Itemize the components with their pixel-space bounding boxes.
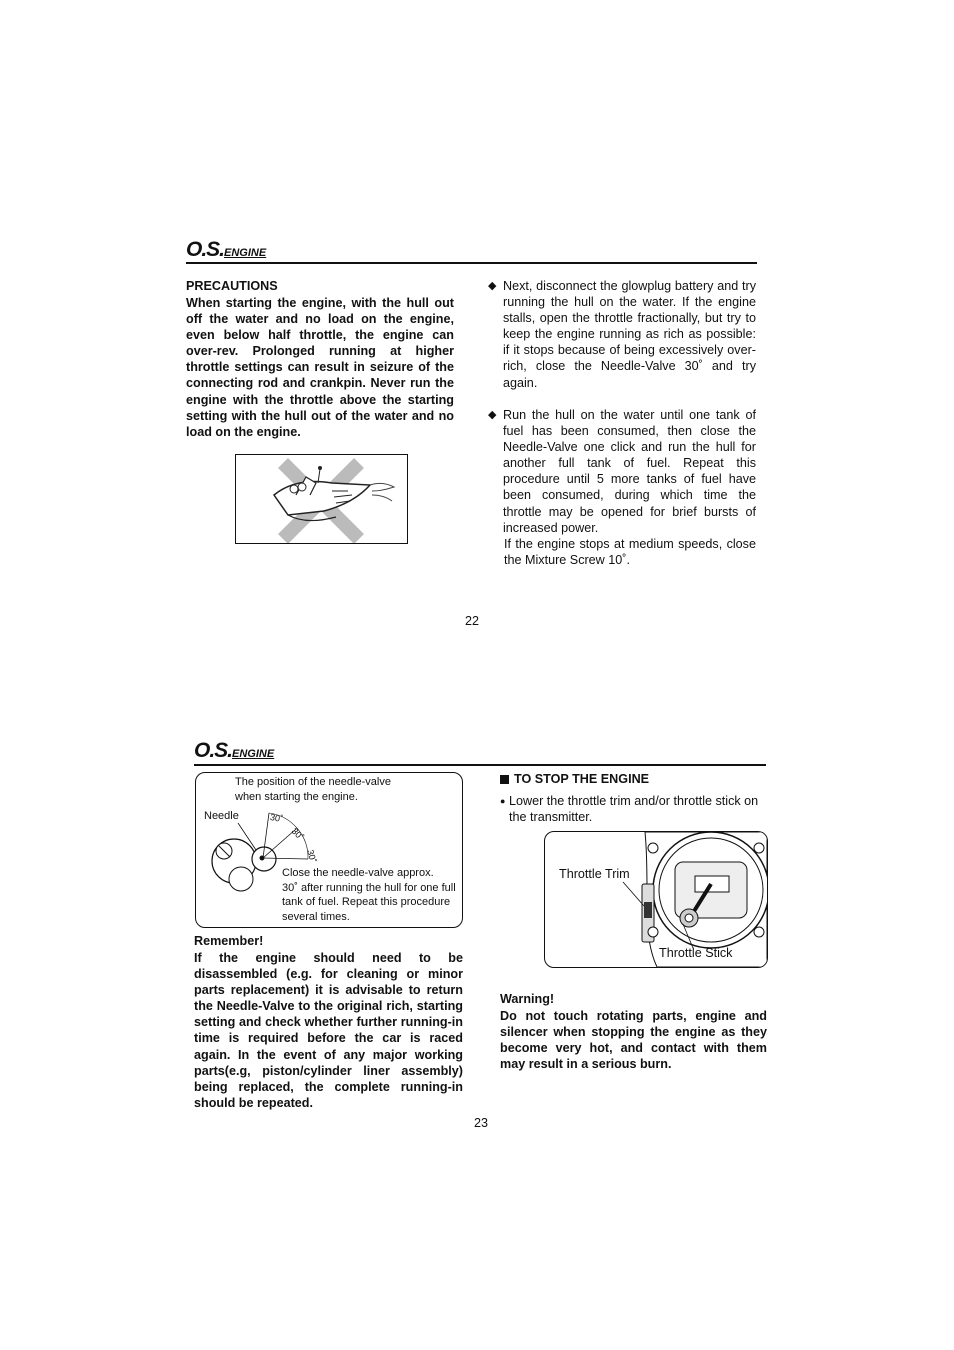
needle-valve-figure [195,772,463,928]
needle-label: Needle [204,810,239,822]
angle-label: 30˚ [289,825,306,843]
list-item: ◆ Next, disconnect the glowplug battery and try running the hull on the water. If the engine stalls, open the throttle fractionally, but try to keep the engine running as rich as possible: if it stops because of being excessively over-rich, close the Needle-Valve 30˚ and try again. [488,279,756,390]
square-bullet-icon [500,775,509,784]
os-engine-logo-top: O.S.ENGINE [186,238,267,261]
header-rule-top [186,262,757,264]
dot-bullet-icon: ● [500,796,506,806]
angle-label: 30˚ [269,811,284,825]
diamond-bullet-icon: ◆ [488,409,497,421]
crossed-boat-icon [236,455,407,543]
figure-caption-bottom: Close the needle-valve approx. 30˚ after running the hull for one full tank of fuel. Repeat this procedure several times. [282,867,456,923]
diamond-bullet-icon: ◆ [488,280,497,292]
warning-text: Do not touch rotating parts, engine and silencer when stopping the engine as they become very hot, and contact with them may result in a serious burn. [500,1009,767,1072]
transmitter-figure [544,831,768,968]
throttle-trim-label: Throttle Trim [559,867,630,881]
transmitter-icon [545,832,767,967]
precautions-text: When starting the engine, with the hull out off the water and no load on the engine, even below half throttle, the engine can over-rev. Prolonged running at higher throttle settings can result in seizure of the connecting rod and crankpin. Never run the engine with the throttle above the starting setting with the hull out of the water and no load on the engine. [186,296,454,439]
page-number: 22 [464,614,479,628]
warning-title: Warning! [500,992,555,1006]
throttle-stick-label: Throttle Stick [659,946,733,960]
os-engine-logo-bottom: O.S.ENGINE [194,739,275,762]
figure-caption-top: The position of the needle-valve when starting the engine. [235,776,391,803]
list-item: ● Lower the throttle trim and/or throttle stick on the transmitter. [500,794,759,825]
precautions-title: PRECAUTIONS [186,279,278,293]
header-rule-bottom [194,764,766,766]
stop-engine-title: TO STOP THE ENGINE [500,772,649,786]
no-dry-run-illustration [235,454,408,544]
list-item: ◆ Run the hull on the water until one tank of fuel has been consumed, then close the Needle-Valve one click and run the hull for another full tank of fuel. Repeat this procedure until 5 more tanks of fuel have been consumed, during which time the throttle may be opened for brief bursts of increased power. If the engine stops at medium speeds, close the Mixture Screw 10˚. [488,408,756,567]
remember-text: If the engine should need to be disassembled (e.g. for cleaning or minor parts replacement) it is advisable to return the Needle-Valve to the original rich, starting setting and check whether further running-in time is required before the car is raced again. In the event of any major working parts(e.g, piston/cylinder liner assembly) being replaced, the complete running-in should be repeated. [194,951,463,1110]
page-number: 23 [473,1116,488,1130]
remember-title: Remember! [194,934,264,948]
angle-label: 30˚ [305,848,319,864]
